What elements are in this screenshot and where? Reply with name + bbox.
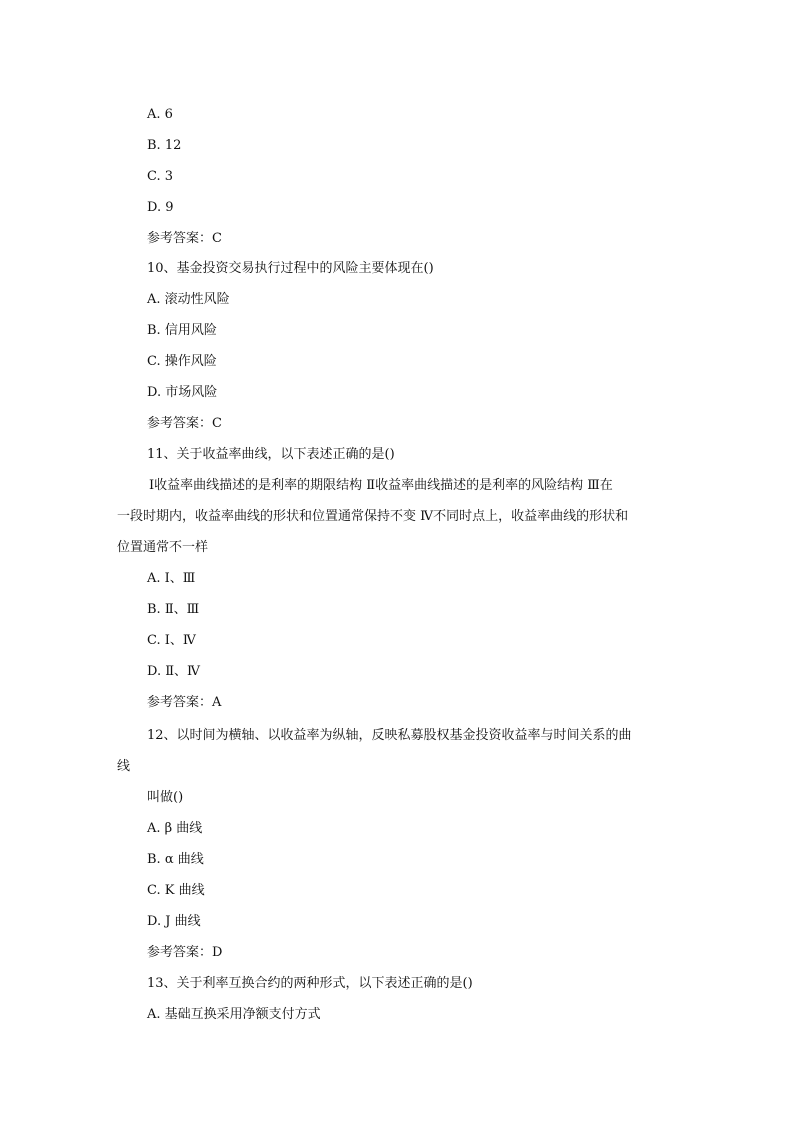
q9-option-a: A. 6 [147, 107, 173, 122]
q11-stem-line-2: 一段时期内，收益率曲线的形状和位置通常保持不变 Ⅳ不同时点上，收益率曲线的形状和 [117, 509, 629, 524]
q12-option-a: A. β 曲线 [147, 821, 203, 836]
q10-option-a: A. 滚动性风险 [147, 292, 230, 307]
q12-title-line-2: 线 [117, 759, 131, 774]
q10-answer: 参考答案：C [147, 416, 222, 431]
q11-answer: 参考答案：A [147, 695, 222, 710]
q12-option-c: C. K 曲线 [147, 883, 205, 898]
q12-title-line-3: 叫做() [147, 790, 184, 805]
q12-answer: 参考答案：D [147, 945, 223, 960]
q12-option-b: B. α 曲线 [147, 852, 204, 867]
q9-answer: 参考答案：C [147, 231, 222, 246]
q10-option-c: C. 操作风险 [147, 354, 217, 369]
q10-option-d: D. 市场风险 [147, 385, 218, 400]
q13-title: 13、关于利率互换合约的两种形式，以下表述正确的是() [147, 976, 473, 991]
q11-option-b: B. Ⅱ、Ⅲ [147, 602, 200, 617]
q12-option-d: D. J 曲线 [147, 914, 201, 929]
q11-title: 11、关于收益率曲线，以下表述正确的是() [147, 447, 395, 462]
q9-option-b: B. 12 [147, 138, 182, 153]
q11-option-a: A. Ⅰ、Ⅲ [147, 571, 196, 586]
q13-option-a: A. 基础互换采用净额支付方式 [147, 1007, 321, 1022]
q9-option-d: D. 9 [147, 200, 174, 215]
q11-stem-line-3: 位置通常不一样 [117, 540, 209, 555]
q11-stem-line-1: Ⅰ收益率曲线描述的是利率的期限结构 Ⅱ收益率曲线描述的是利率的风险结构 Ⅲ在 [149, 478, 613, 493]
q12-title-line-1: 12、以时间为横轴、以收益率为纵轴，反映私募股权基金投资收益率与时间关系的曲 [147, 728, 632, 743]
q10-option-b: B. 信用风险 [147, 323, 217, 338]
q11-option-c: C. Ⅰ、Ⅳ [147, 633, 196, 648]
q10-title: 10、基金投资交易执行过程中的风险主要体现在() [147, 261, 434, 276]
q9-option-c: C. 3 [147, 169, 174, 184]
q11-option-d: D. Ⅱ、Ⅳ [147, 664, 201, 679]
